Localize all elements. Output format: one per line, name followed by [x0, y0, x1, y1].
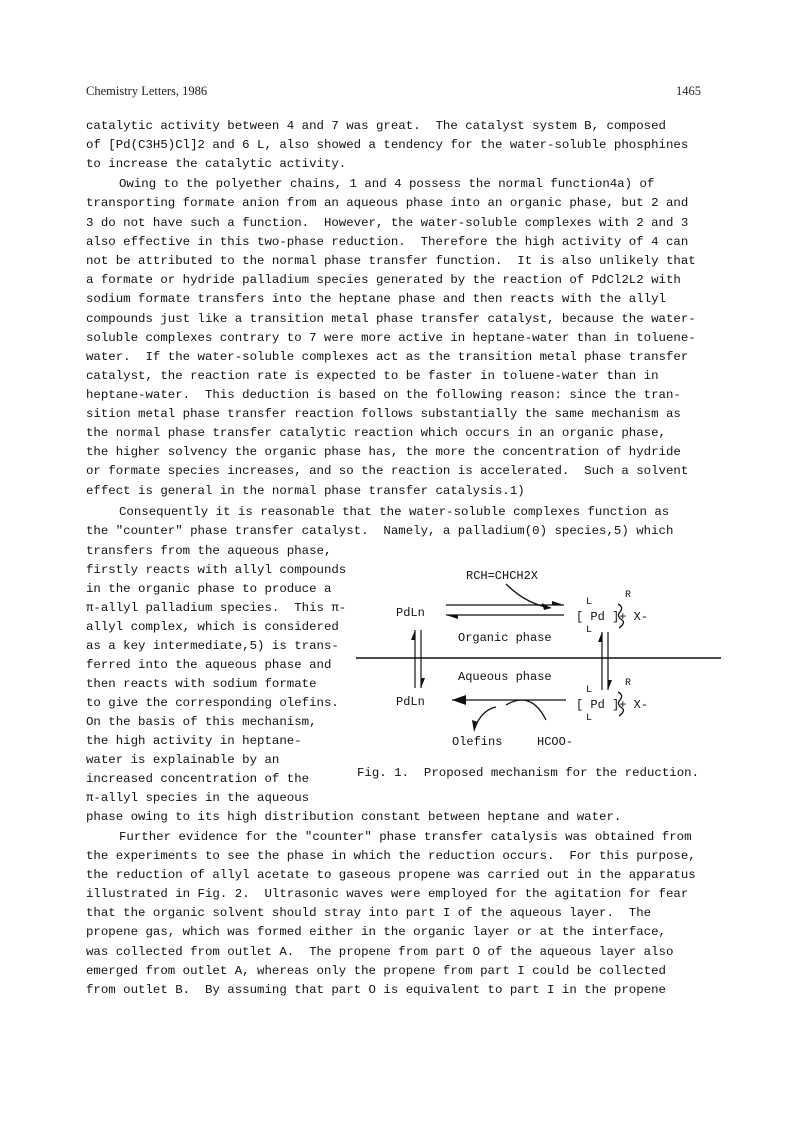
body-line: catalytic activity between 4 and 7 was great. The catalyst system B, composed	[86, 119, 666, 133]
body-line: the experiments to see the phase in which the reduction occurs. For this purpose,	[86, 849, 696, 863]
body-line: of [Pd(C3H5)Cl]2 and 6 L, also showed a tendency for the water-soluble phosphines	[86, 138, 689, 152]
page-number: 1465	[676, 84, 701, 98]
body-line: 3 do not have such a function. However, the water-soluble complexes with 2 and 3	[86, 216, 689, 230]
arrowhead-icon	[452, 695, 466, 705]
wrap-line: then reacts with sodium formate	[86, 677, 317, 691]
pd-left-top: PdLn	[396, 606, 425, 620]
journal-header: Chemistry Letters, 1986	[86, 84, 208, 98]
wrap-line: ferred into the aqueous phase and	[86, 658, 332, 672]
substituent-label: R	[625, 590, 632, 601]
formate-arrow	[506, 700, 546, 720]
body-line: or formate species increases, and so the reaction is accelerated. Such a solvent	[86, 464, 689, 478]
body-line: from outlet B. By assuming that part O is equivalent to part I in the propene	[86, 983, 666, 997]
ligand-label: L	[586, 685, 593, 696]
arrowhead-icon	[598, 632, 602, 642]
body-line: to increase the catalytic activity.	[86, 157, 347, 171]
pd-left-bottom: PdLn	[396, 695, 425, 709]
arrowhead-icon	[542, 603, 551, 610]
body-line: catalyst, the reaction rate is expected to be faster in toluene-water than in	[86, 369, 659, 383]
olefin-arrow	[474, 707, 496, 730]
wrap-line: π-allyl species in the aqueous	[86, 791, 310, 805]
arrowhead-icon	[411, 630, 415, 640]
body-line: Further evidence for the "counter" phase transfer catalysis was obtained from	[119, 830, 692, 844]
arrowhead-icon	[421, 678, 425, 688]
body-line: propene gas, which was formed either in the organic layer or at the interface,	[86, 925, 666, 939]
wrap-line: water is explainable by an	[86, 753, 280, 767]
body-line: water. If the water-soluble complexes act as the transition metal phase transfer	[86, 350, 689, 364]
organic-phase-label: Organic phase	[458, 631, 552, 645]
wrap-line: to give the corresponding olefins.	[86, 696, 339, 710]
wrap-line: On the basis of this mechanism,	[86, 715, 317, 729]
body-line: compounds just like a transition metal phase transfer catalyst, because the water-	[86, 312, 696, 326]
body-line: was collected from outlet A. The propene from part O of the aqueous layer also	[86, 945, 674, 959]
body-line: phase owing to its high distribution constant between heptane and water.	[86, 810, 622, 824]
body-line: also effective in this two-phase reduction. Therefore the high activity of 4 can	[86, 235, 689, 249]
body-line: soluble complexes contrary to 7 were more active in heptane-water than in toluene-	[86, 331, 696, 345]
body-line: not be attributed to the normal phase transfer function. It is also unlikely that	[86, 254, 696, 268]
arrowhead-icon	[608, 680, 612, 690]
body-line: heptane-water. This deduction is based on the following reason: since the tran-	[86, 388, 681, 402]
body-line: emerged from outlet A, whereas only the propene from part I could be collected	[86, 964, 666, 978]
wrap-line: allyl complex, which is considered	[86, 620, 339, 634]
olefins-label: Olefins	[452, 735, 503, 749]
body-line: Owing to the polyether chains, 1 and 4 possess the normal function4a) of	[119, 177, 655, 191]
body-line: Consequently it is reasonable that the water-soluble complexes function as	[119, 505, 670, 519]
wrap-line: transfers from the aqueous phase,	[86, 544, 332, 558]
wrap-line: in the organic phase to produce a	[86, 582, 332, 596]
reagent-label: RCH=CHCH2X	[466, 569, 539, 583]
wrap-line: the high activity in heptane-	[86, 734, 302, 748]
aqueous-phase-label: Aqueous phase	[458, 670, 552, 684]
wrap-line: firstly reacts with allyl compounds	[86, 563, 347, 577]
arrowhead-icon	[446, 615, 458, 619]
arrowhead-icon	[552, 601, 564, 605]
body-line: sodium formate transfers into the heptane phase and then reacts with the allyl	[86, 292, 666, 306]
body-line: the "counter" phase transfer catalyst. Namely, a palladium(0) species,5) which	[86, 524, 674, 538]
wrap-line: as a key intermediate,5) is trans-	[86, 639, 339, 653]
ligand-label: L	[586, 713, 593, 724]
body-line: the higher solvency the organic phase has, the more the concentration of hydride	[86, 445, 681, 459]
body-line: illustrated in Fig. 2. Ultrasonic waves were employed for the agitation for fear	[86, 887, 689, 901]
body-line: that the organic solvent should stray into part I of the aqueous layer. The	[86, 906, 652, 920]
body-line: effect is general in the normal phase transfer catalysis.1)	[86, 484, 525, 498]
body-line: transporting formate anion from an aqueous phase into an organic phase, but 2 and	[86, 196, 689, 210]
ligand-label: L	[586, 625, 593, 636]
substituent-label: R	[625, 678, 632, 689]
formate-label: HCOO-	[537, 735, 574, 749]
body-line: a formate or hydride palladium species generated by the reaction of PdCl2L2 with	[86, 273, 681, 287]
ligand-label: L	[586, 597, 593, 608]
figure-caption: Fig. 1. Proposed mechanism for the reduction.	[357, 766, 700, 780]
complex-bottom: [ Pd ]+ X-	[576, 698, 649, 712]
arrowhead-icon	[472, 720, 478, 732]
body-line: sition metal phase transfer reaction follows substantially the same mechanism as	[86, 407, 681, 421]
wrap-line: π-allyl palladium species. This π-	[86, 601, 347, 615]
body-line: the normal phase transfer catalytic reaction which occurs in an organic phase,	[86, 426, 666, 440]
complex-top: [ Pd ]+ X-	[576, 610, 649, 624]
wrap-line: increased concentration of the	[86, 772, 310, 786]
body-line: the reduction of allyl acetate to gaseous propene was carried out in the apparatus	[86, 868, 696, 882]
